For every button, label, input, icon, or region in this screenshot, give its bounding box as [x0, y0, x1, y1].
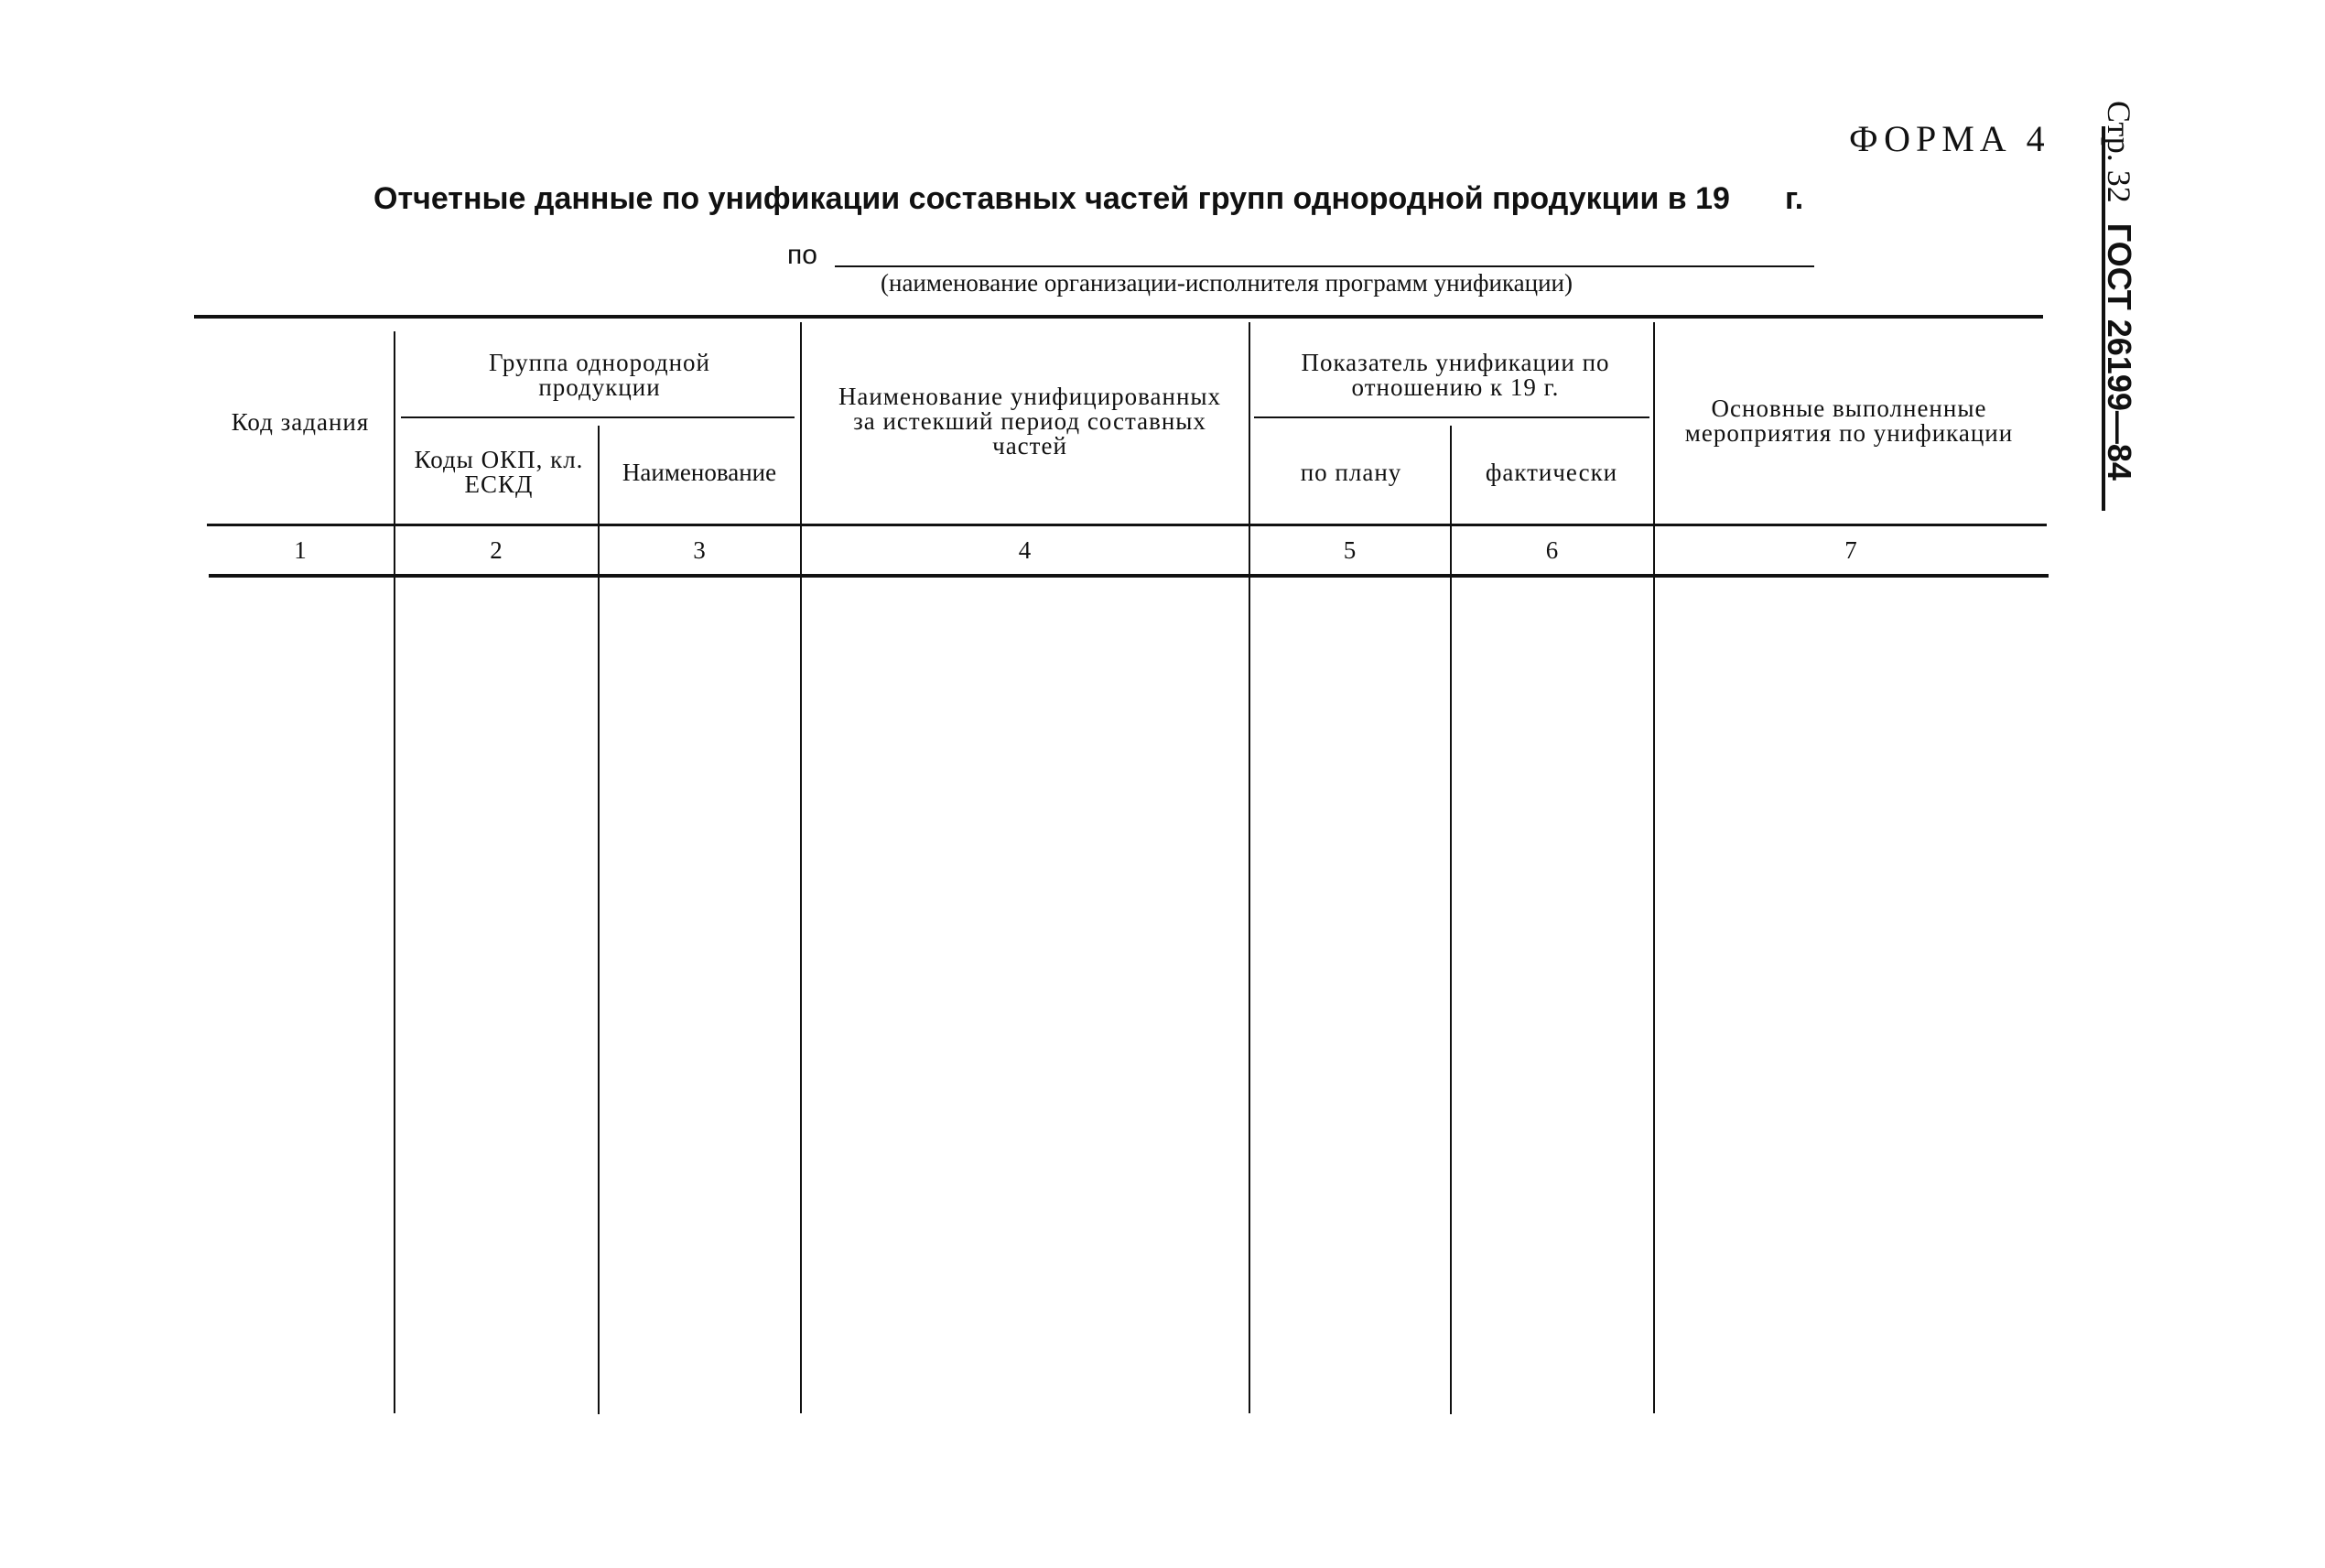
col-divider-6 — [1653, 322, 1655, 1413]
header-group-name: Наименование — [622, 458, 777, 486]
header-task-code: Код задания — [231, 407, 370, 436]
organization-fill-line — [835, 265, 1814, 267]
column-number: 4 — [1018, 536, 1032, 564]
column-number: 3 — [693, 536, 706, 564]
title-year-suffix: г. — [1785, 181, 1804, 216]
column-number: 1 — [294, 536, 307, 564]
numbers-bottom-rule — [209, 574, 2049, 578]
standard-designation: ГОСТ 26199—84 — [2101, 222, 2138, 481]
column-number: 2 — [490, 536, 503, 564]
indicator-subheader-rule — [1254, 416, 1649, 418]
header-plan: по плану — [1300, 458, 1402, 486]
report-title: Отчетные данные по унификации составных частей групп однородной продукции в 19 — [373, 181, 1730, 216]
page-number: Стр. 32 — [2101, 101, 2137, 203]
header-okp-codes: Коды ОКП, кл. ЕСКД — [414, 446, 584, 498]
column-number: 6 — [1545, 536, 1559, 564]
po-label: по — [787, 240, 817, 270]
column-number: 5 — [1343, 536, 1357, 564]
group-subheader-rule — [401, 416, 795, 418]
col-divider-4 — [1249, 322, 1250, 1413]
organization-caption: (наименование организации-исполнителя программ унификации) — [881, 269, 1573, 297]
col-divider-3 — [800, 322, 802, 1413]
header-actual: фактически — [1485, 458, 1618, 486]
col-divider-2 — [598, 426, 600, 1414]
header-main-measures: Основные выполненные мероприятия по унификации — [1684, 395, 2014, 447]
table-top-rule — [194, 315, 2043, 319]
header-bottom-rule — [207, 524, 2047, 526]
form-number: ФОРМА 4 — [1849, 118, 2050, 159]
header-unified-parts-name: Наименование унифицированных за истекший период составных частей — [838, 382, 1222, 460]
header-unification-indicator: Показатель унификации по отношению к 19 г. — [1301, 349, 1610, 401]
col-divider-1 — [394, 331, 395, 1413]
column-number: 7 — [1844, 536, 1857, 564]
side-margin-rule — [2102, 126, 2105, 511]
header-product-group: Группа однородной продукции — [489, 349, 710, 401]
col-divider-5 — [1450, 426, 1452, 1414]
